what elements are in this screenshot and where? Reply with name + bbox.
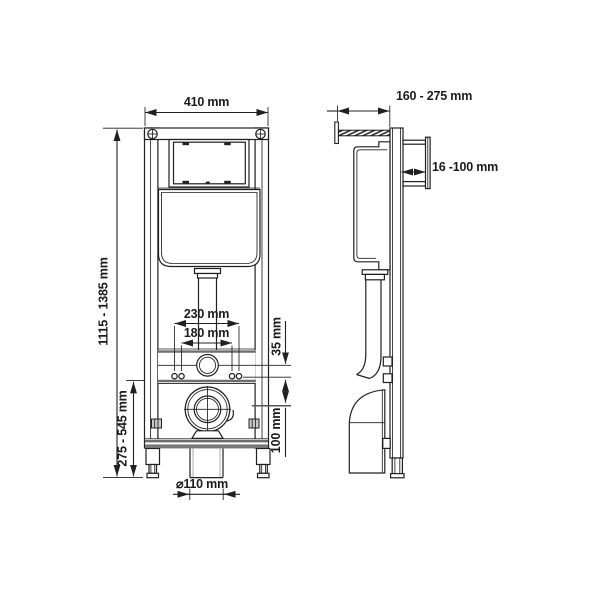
label-outlet-diameter: ⌀110 mm <box>176 477 228 491</box>
label-frame-width: 410 mm <box>183 95 230 109</box>
frame-bar-side <box>390 128 403 458</box>
outlet-pipe-front <box>190 449 223 478</box>
label-frame-depth: 160 - 275 mm <box>396 89 473 103</box>
flush-pipe-side <box>357 280 393 383</box>
threaded-rod <box>335 122 390 144</box>
top-rail <box>145 128 269 140</box>
flush-plate-window <box>158 140 260 189</box>
lower-rail <box>145 439 268 449</box>
cistern-front <box>159 190 261 267</box>
label-bolt-offset-35: 35 mm <box>269 317 284 356</box>
foot-side <box>391 458 404 478</box>
label-fixing-180: 180 mm <box>183 326 230 340</box>
label-outlet-height: 275 - 545 mm <box>115 390 130 467</box>
cistern-side <box>354 142 390 280</box>
flush-bend-connector <box>197 355 219 377</box>
waste-elbow-side <box>349 390 390 473</box>
label-outlet-offset-100: 100 mm <box>269 407 283 454</box>
adjustable-feet <box>146 449 270 478</box>
label-frame-height: 1115 - 1385 mm <box>96 257 111 346</box>
label-fixing-230: 230 mm <box>183 307 230 321</box>
dim-frame-width <box>145 107 268 126</box>
wall-bracket <box>403 137 430 188</box>
waste-elbow-front <box>184 386 233 438</box>
front-view <box>103 107 291 500</box>
side-view <box>327 106 430 478</box>
label-wall-bracket-range: 16 -100 mm <box>432 160 499 174</box>
